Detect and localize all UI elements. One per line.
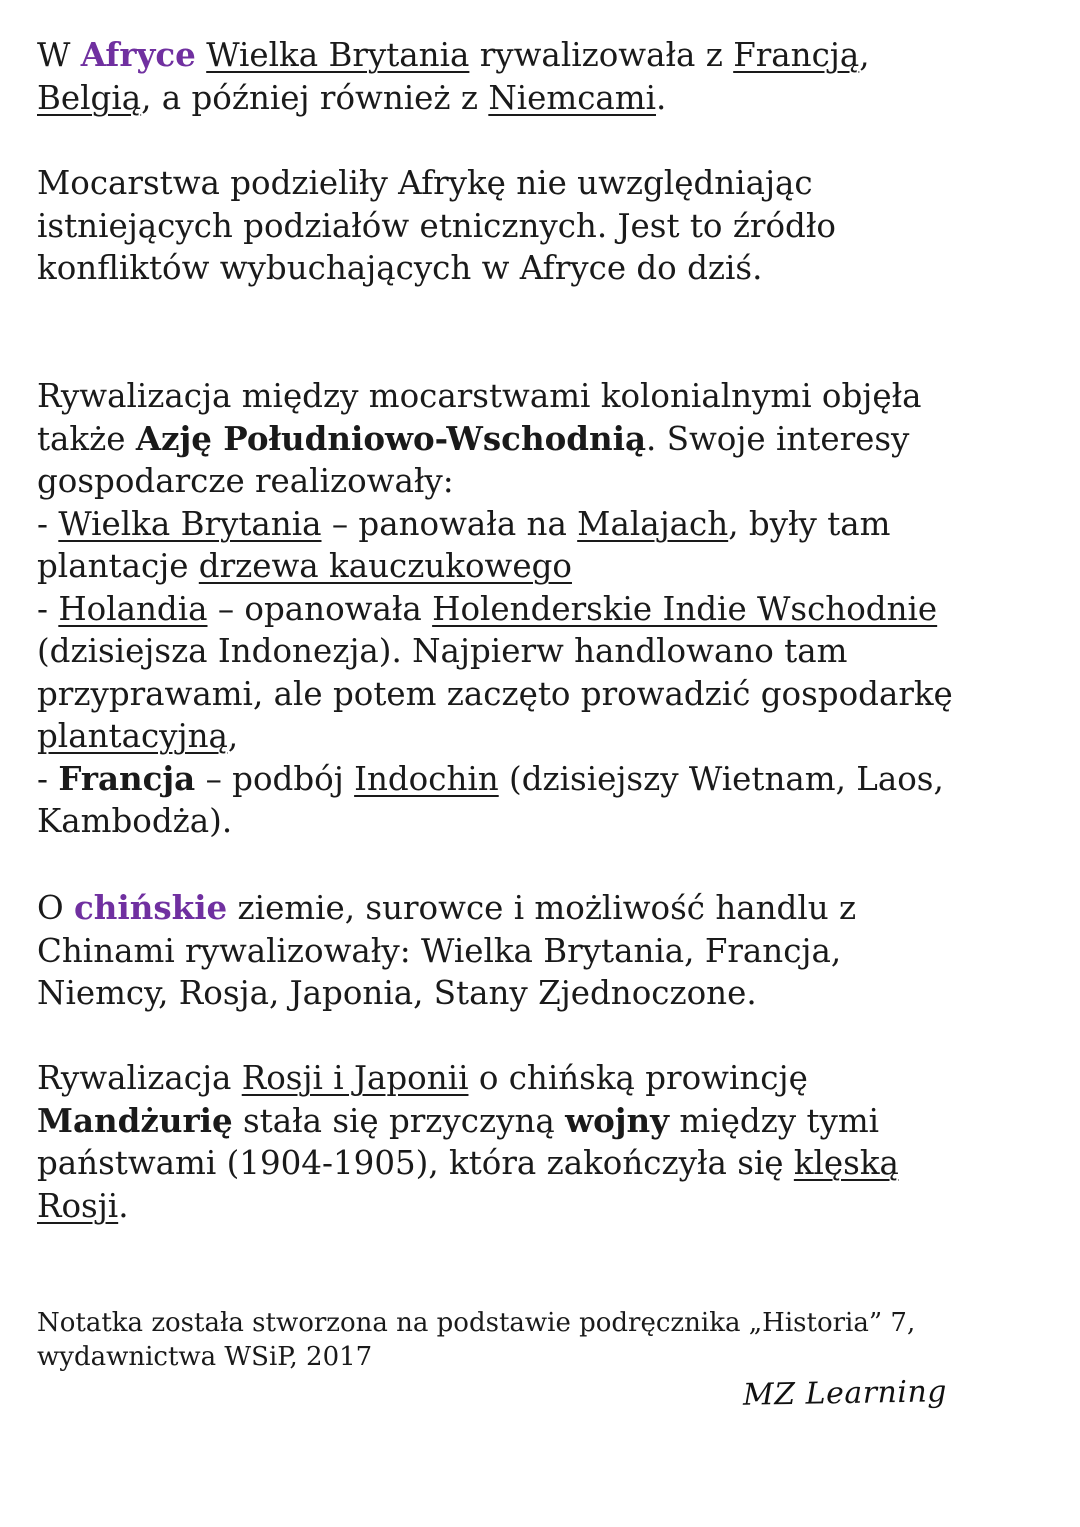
text: plantacje (37, 547, 199, 585)
keyword-afryce: Afryce (80, 35, 196, 74)
term-kleska: klęską (793, 1144, 899, 1182)
paragraph-southeast-asia (37, 375, 953, 843)
text: Rywalizacja (37, 1059, 242, 1097)
paragraph-manchuria (37, 1057, 899, 1227)
term-holenderskie-indie: Holenderskie Indie Wschodnie (432, 589, 938, 628)
source-note (37, 1306, 915, 1374)
list-dash: - (37, 759, 59, 798)
text: , a później również z (141, 78, 489, 117)
text-line: istniejących podziałów etnicznych. Jest to źródło (37, 206, 836, 245)
text: . Swoje interesy (646, 419, 910, 458)
text: . (656, 78, 667, 117)
text: rywalizowała z (469, 36, 734, 74)
term-rosji-japonii: Rosji i Japonii (241, 1059, 469, 1097)
keyword-azja: Azję Południowo-Wschodnią (135, 418, 647, 458)
term-wielka-brytania: Wielka Brytania (58, 504, 322, 543)
text: państwami (1904-1905), która zakończyła się (37, 1144, 794, 1182)
text (196, 36, 206, 74)
term-belgia: Belgią (37, 78, 142, 117)
term-rosji: Rosji (37, 1186, 119, 1225)
text-line: Rywalizacja między mocarstwami kolonialnymi objęła (37, 377, 922, 415)
text-line: konfliktów wybuchających w Afryce do dziś. (37, 249, 763, 287)
term-indochin: Indochin (354, 759, 499, 798)
keyword-mandzurie: Mandżurię (37, 1100, 233, 1140)
paragraph-africa (37, 34, 870, 119)
text: – podbój (195, 759, 355, 798)
text: , (227, 717, 239, 755)
term-drzewa-kauczukowego: drzewa kauczukowego (198, 547, 572, 585)
text: , (859, 36, 870, 74)
term-francja: Francją (733, 36, 860, 74)
text: (dzisiejszy Wietnam, Laos, (498, 759, 944, 798)
term-malaje: Malajach (577, 504, 729, 543)
text-line: Kambodża). (37, 802, 233, 840)
list-dash: - (37, 504, 59, 543)
text-line: przyprawami, ale potem zaczęto prowadzić gospodarkę (37, 674, 953, 713)
list-dash: - (37, 589, 59, 628)
keyword-chinskie: chińskie (73, 888, 228, 927)
text: także (37, 419, 136, 458)
text: – opanowała (207, 589, 433, 628)
source-line: wydawnictwa WSiP, 2017 (37, 1342, 373, 1372)
signature: MZ Learning (742, 1374, 948, 1413)
term-niemcami: Niemcami (488, 78, 656, 117)
keyword-francja: Francja (58, 758, 196, 798)
text: O (37, 889, 74, 927)
text: między tymi (669, 1101, 880, 1140)
text-line: (dzisiejsza Indonezja). Najpierw handlowano tam (37, 632, 848, 670)
paragraph-partition (37, 162, 836, 290)
text: – panowała na (321, 504, 578, 543)
term-wielka-brytania: Wielka Brytania (206, 36, 470, 74)
source-line: Notatka została stworzona na podstawie podręcznika „Historia” 7, (37, 1308, 916, 1338)
term-plantacyjna: plantacyjną (37, 717, 228, 755)
text: . (118, 1186, 129, 1225)
text-line: Mocarstwa podzieliły Afrykę nie uwzględniając (37, 164, 813, 202)
text: stała się przyczyną (232, 1101, 566, 1140)
text: W (37, 36, 81, 74)
text: o chińską prowincję (468, 1059, 808, 1097)
text-line: Chinami rywalizowały: Wielka Brytania, Francja, (37, 931, 842, 970)
text-line: Niemcy, Rosja, Japonia, Stany Zjednoczone. (37, 974, 757, 1012)
text: , były tam (728, 504, 891, 543)
term-holandia: Holandia (58, 589, 208, 628)
text-line: gospodarcze realizowały: (37, 462, 454, 500)
text: ziemie, surowce i możliwość handlu z (227, 889, 857, 927)
paragraph-china (37, 887, 856, 1015)
keyword-wojny: wojny (565, 1100, 670, 1140)
